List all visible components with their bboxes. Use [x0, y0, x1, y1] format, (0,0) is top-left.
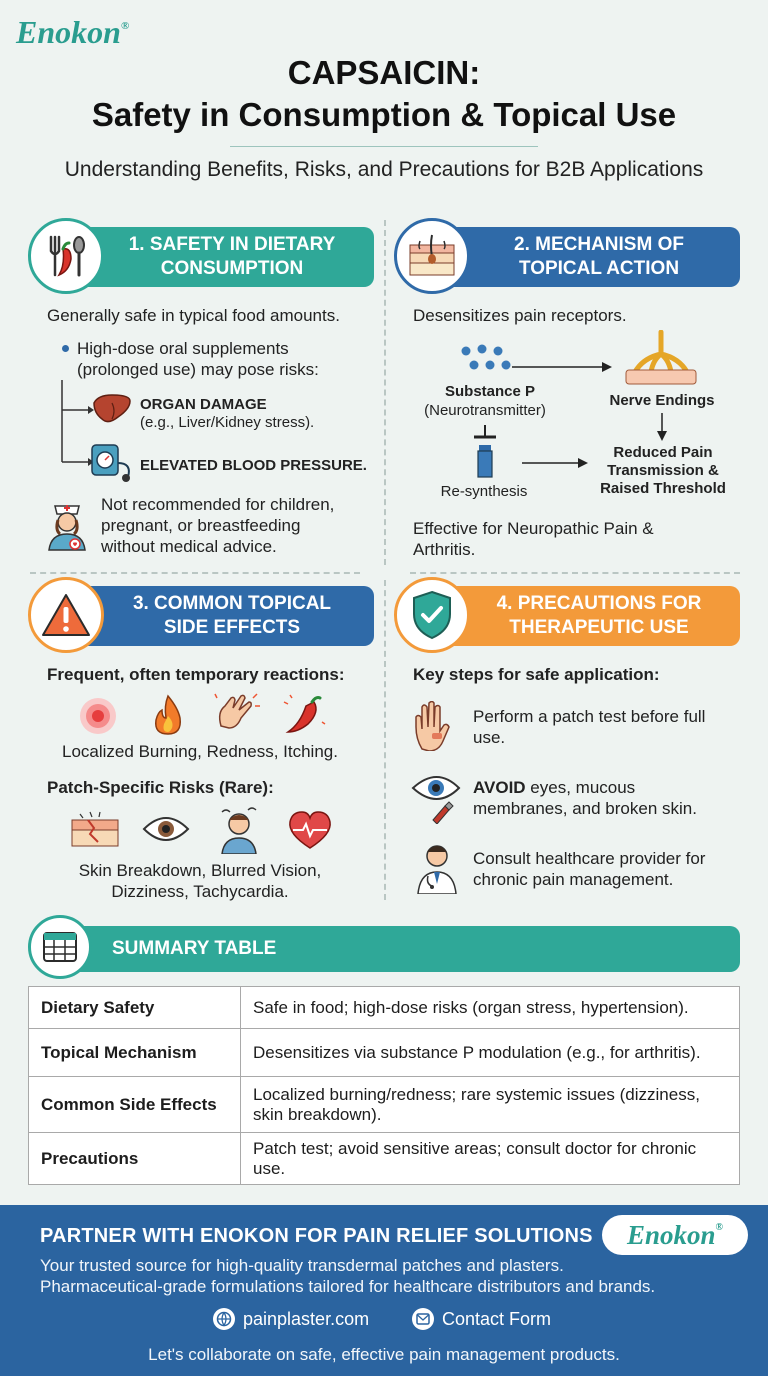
- section-4-title-line-2: THERAPEUTIC USE: [509, 617, 689, 638]
- chili-pepper-icon: [282, 694, 326, 739]
- summary-title: SUMMARY TABLE: [112, 938, 277, 959]
- nurse-icon: [43, 498, 91, 557]
- nerve-endings-icon: [624, 330, 698, 391]
- doctor-icon: [414, 840, 460, 899]
- section-4-title-line-1: 4. PRECAUTIONS FOR: [496, 593, 702, 614]
- section-4-intro: Key steps for safe application:: [413, 665, 660, 684]
- globe-icon: [213, 1308, 235, 1330]
- table-row: [29, 1133, 740, 1185]
- shield-check-icon: [394, 577, 470, 653]
- website-link[interactable]: [213, 1308, 369, 1330]
- section-2-intro: Desensitizes pain receptors.: [413, 306, 627, 325]
- nerve-endings-label: Nerve Endings: [609, 392, 715, 409]
- section-1-title-line-2: CONSUMPTION: [160, 258, 304, 279]
- table-row-value: Patch test; avoid sensitive areas; consult doctor for chronic use.: [241, 1133, 740, 1185]
- section-1-title-line-1: 1. SAFETY IN DIETARY: [128, 234, 336, 255]
- bullet-dot: [62, 345, 69, 352]
- eye-avoid-icon: [411, 772, 461, 829]
- table-row-key: Precautions: [29, 1133, 241, 1185]
- row-divider-left: [30, 572, 360, 574]
- substance-p-sublabel: (Neurotransmitter): [424, 402, 546, 419]
- utensils-pepper-icon: [28, 218, 104, 294]
- liver-icon: [92, 393, 132, 432]
- risk-organ-damage-title: ORGAN DAMAGE: [140, 396, 267, 413]
- substance-p-molecules-icon: [456, 343, 516, 379]
- mail-icon: [412, 1308, 434, 1330]
- section-3-patch-risks: Patch-Specific Risks (Rare):: [47, 778, 274, 797]
- contact-label: Contact Form: [442, 1308, 552, 1329]
- skin-breakdown-icon: [70, 810, 120, 855]
- section-1-banner: [60, 227, 374, 287]
- section-2-title-line-2: TOPICAL ACTION: [518, 258, 680, 279]
- risk-organ-damage-detail: (e.g., Liver/Kidney stress).: [140, 414, 315, 431]
- table-row-value: Desensitizes via substance P modulation (e.g., for arthritis).: [241, 1029, 740, 1077]
- redness-icon: [78, 696, 118, 741]
- column-divider-bottom: [384, 580, 386, 900]
- section-2-title-line-1: 2. MECHANISM OF: [514, 234, 684, 255]
- contact-form-link[interactable]: [412, 1308, 551, 1330]
- reduced-pain-label: Reduced Pain Transmission & Raised Threshold: [600, 444, 726, 497]
- table-row-value: Localized burning/redness; rare systemic issues (dizziness, skin breakdown).: [241, 1077, 740, 1133]
- title-divider: [230, 146, 538, 147]
- section-2-effective: Effective for Neuropathic Pain & Arthritis.: [413, 519, 654, 559]
- footer-logo: Enokon ®: [602, 1215, 748, 1255]
- table-row-key: Topical Mechanism: [29, 1029, 241, 1077]
- page-subtitle: Understanding Benefits, Risks, and Precautions for B2B Applications: [64, 158, 704, 181]
- column-divider-top: [384, 220, 386, 565]
- section-3-frequent-list: Localized Burning, Redness, Itching.: [62, 742, 338, 761]
- itching-hand-icon: [213, 692, 261, 741]
- summary-banner: [62, 926, 740, 972]
- section-1-warning: Not recommended for children, pregnant, or breastfeeding without medical advice.: [101, 495, 335, 556]
- footer-title: PARTNER WITH ENOKON FOR PAIN RELIEF SOLUTIONS: [40, 1225, 593, 1247]
- section-1-intro: Generally safe in typical food amounts.: [47, 306, 340, 325]
- eye-blurred-icon: [142, 812, 190, 851]
- flame-icon: [150, 694, 186, 741]
- footer-line-2: Pharmaceutical-grade formulations tailored for healthcare distributors and brands.: [40, 1277, 656, 1296]
- risk-blood-pressure-title: ELEVATED BLOOD PRESSURE.: [140, 457, 367, 474]
- section-1-bullet: High-dose oral supplements (prolonged use) may pose risks:: [77, 339, 319, 379]
- warning-triangle-icon: [28, 577, 104, 653]
- title-line-2: Safety in Consumption & Topical Use: [91, 96, 677, 133]
- skin-follicle-icon: [394, 218, 470, 294]
- section-3-banner: [60, 586, 374, 646]
- table-row: [29, 1077, 740, 1133]
- blocker-icon: [470, 425, 500, 486]
- website-label: painplaster.com: [243, 1308, 370, 1329]
- section-3-patch-list: Skin Breakdown, Blurred Vision, Dizziness, Tachycardia.: [78, 861, 322, 901]
- table-row-value: Safe in food; high-dose risks (organ stress, hypertension).: [241, 987, 740, 1029]
- section-3-title-line-2: SIDE EFFECTS: [163, 617, 301, 638]
- section-3-title-line-1: 3. COMMON TOPICAL: [132, 593, 332, 614]
- step-1-text: Perform a patch test before full use.: [473, 707, 706, 747]
- summary-table: [28, 986, 740, 1185]
- table-row-key: Dietary Safety: [29, 987, 241, 1029]
- arrow-to-result: [520, 456, 590, 470]
- table-row: [29, 987, 740, 1029]
- patch-test-hand-icon: [412, 701, 456, 756]
- row-divider-right: [410, 572, 740, 574]
- footer-closing: Let's collaborate on safe, effective pain management products.: [148, 1345, 620, 1364]
- step-3-text: Consult healthcare provider for chronic pain management.: [473, 849, 706, 889]
- table-icon: [28, 915, 92, 979]
- table-row: [29, 1029, 740, 1077]
- footer: [0, 1205, 768, 1376]
- blood-pressure-icon: [90, 443, 134, 488]
- section-2-banner: [428, 227, 740, 287]
- arrow-down-result: [655, 413, 669, 443]
- resynthesis-label: Re-synthesis: [440, 483, 528, 500]
- title-line-1: CAPSAICIN:: [287, 54, 481, 91]
- step-2-text: AVOID eyes, mucous membranes, and broken skin.: [473, 778, 697, 818]
- dizziness-person-icon: [216, 806, 262, 859]
- footer-line-1: Your trusted source for high-quality transdermal patches and plasters.: [40, 1256, 564, 1275]
- section-4-banner: [428, 586, 740, 646]
- heart-tachycardia-icon: [287, 810, 333, 855]
- brand-logo: Enokon®: [16, 14, 130, 50]
- arrow-to-nerve: [510, 360, 614, 374]
- section-3-frequent: Frequent, often temporary reactions:: [47, 665, 345, 684]
- page-title: [0, 52, 768, 136]
- substance-p-label: Substance P: [444, 383, 536, 400]
- table-row-key: Common Side Effects: [29, 1077, 241, 1133]
